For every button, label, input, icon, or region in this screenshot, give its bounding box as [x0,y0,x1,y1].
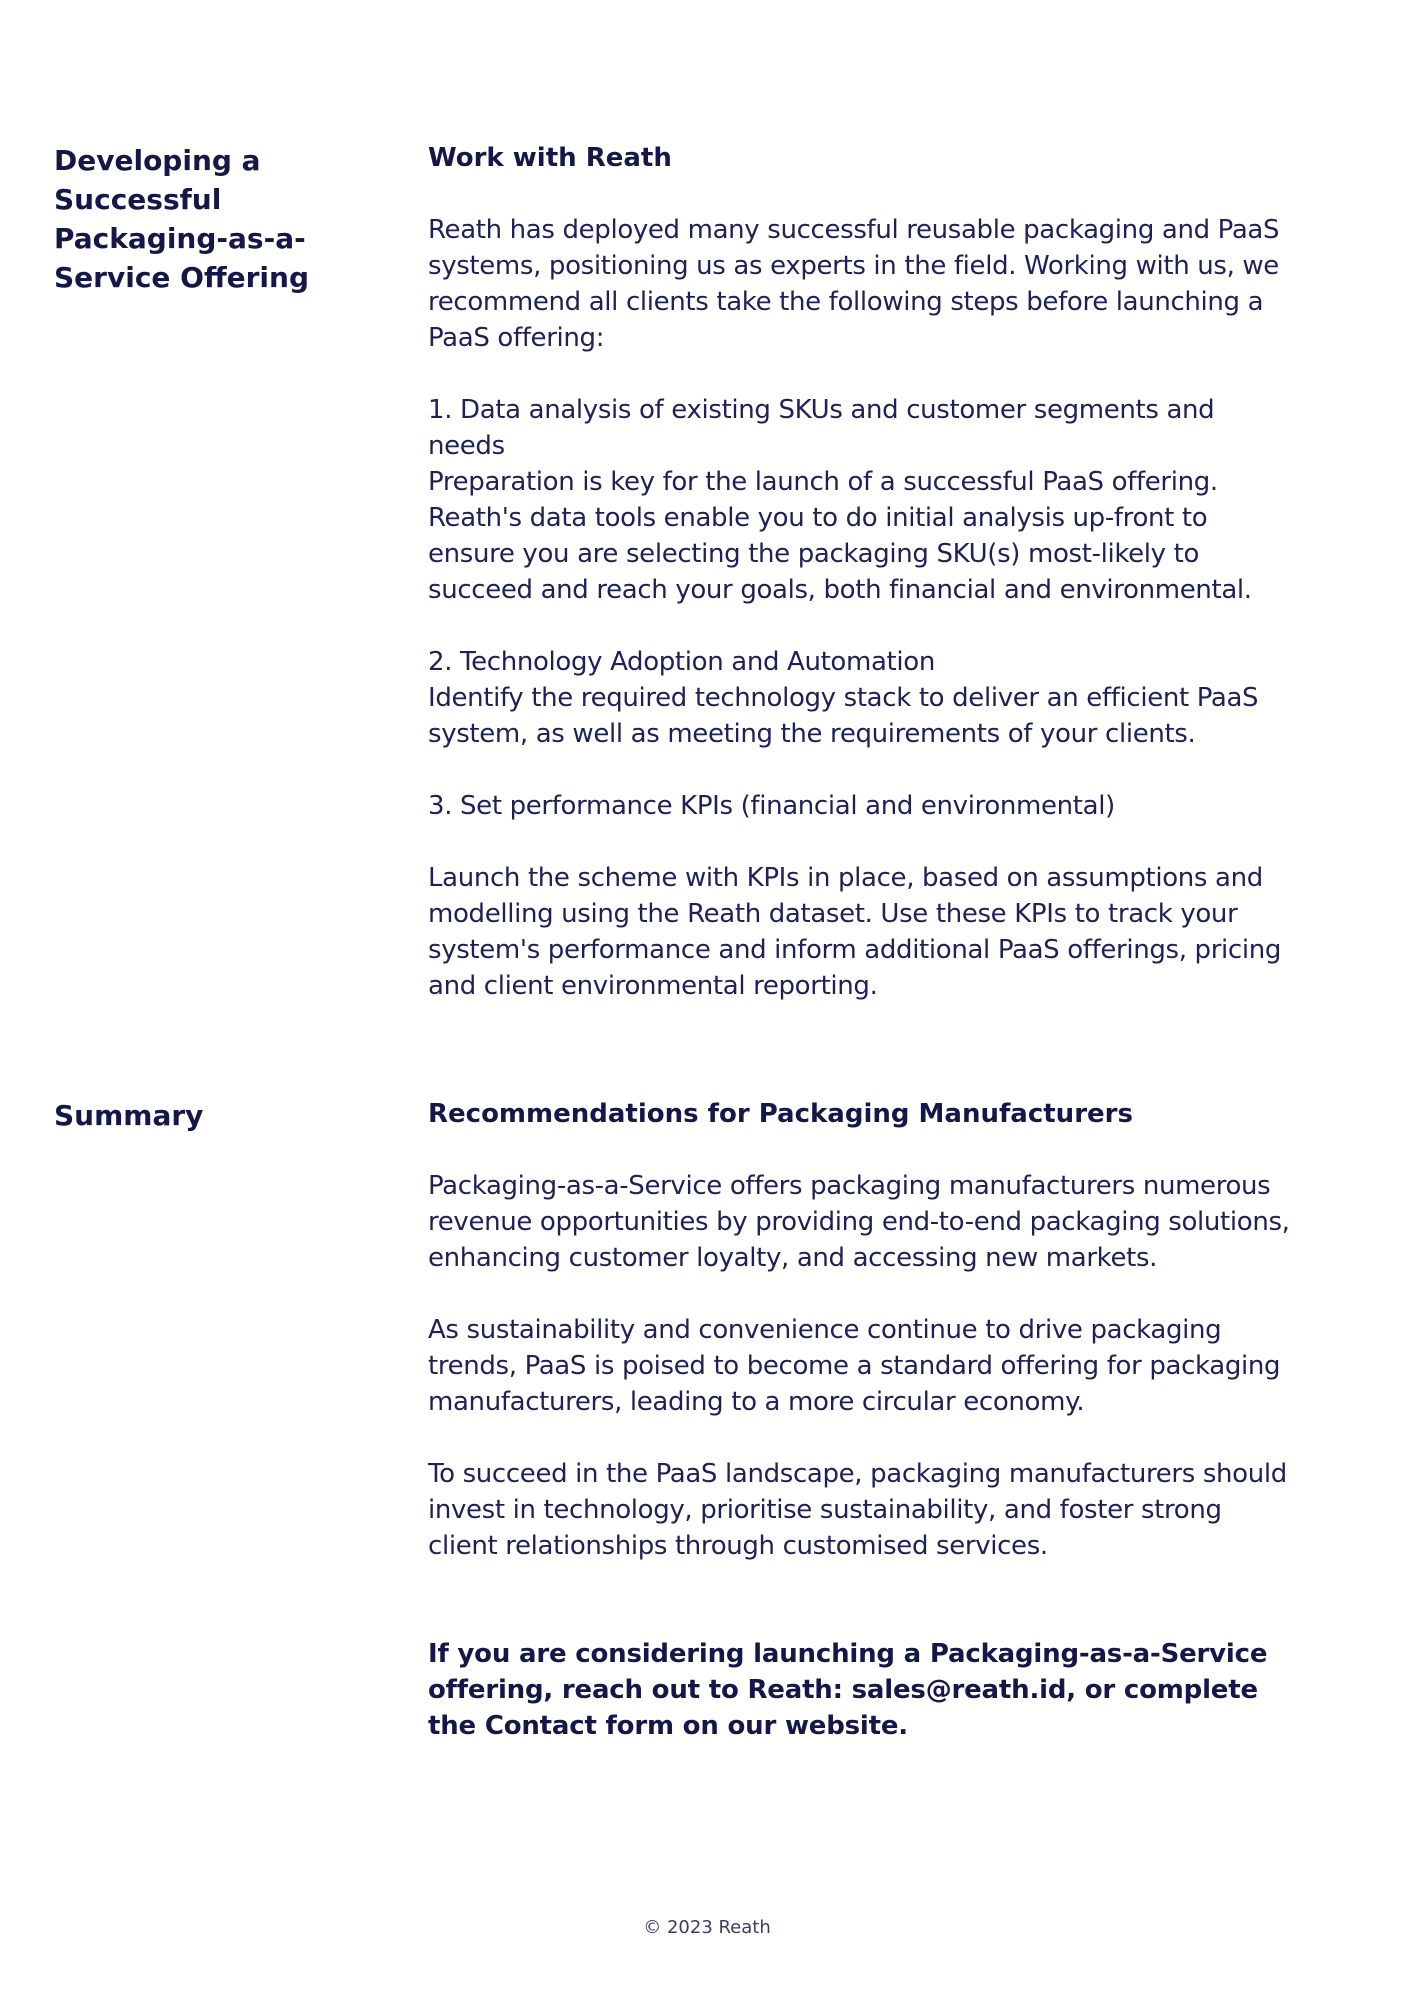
section-body [428,1096,1298,1780]
footer-copyright: © 2023 Reath [643,1917,771,1938]
summary-paragraph: To succeed in the PaaS landscape, packaging manufacturers should invest in technology, prioritise sustainability, and foster strong client relationships through customised services. [428,1459,1287,1561]
step-2-block [428,644,1298,752]
step-1-block [428,392,1298,608]
step-1-title: 1. Data analysis of existing SKUs and customer segments and needs [428,395,1215,461]
summary-paragraph: As sustainability and convenience continue to drive packaging trends, PaaS is poised to become a standard offering for packaging manufacturers, leading to a more circular economy. [428,1315,1281,1417]
section-heading: Work with Reath [428,143,672,173]
section-heading: Recommendations for Packaging Manufacturers [428,1099,1133,1129]
section-body [428,140,1298,1040]
summary-paragraph: Packaging-as-a-Service offers packaging manufacturers numerous revenue opportunities by providing end-to-end packaging solutions, enhancing customer loyalty, and accessing new markets. [428,1171,1290,1273]
step-2-description: Identify the required technology stack to deliver an efficient PaaS system, as well as meeting the requirements of your clients. [428,683,1259,749]
step-3-title: 3. Set performance KPIs (financial and environmental) [428,791,1115,821]
section-title: Summary [54,1099,204,1132]
step-1-description: Preparation is key for the launch of a successful PaaS offering. Reath's data tools enable you to do initial analysis up-front to ensure you are selecting the packaging SKU(s) most-likely to succeed and reach your goals, both financial and environmental. [428,467,1252,605]
contact-call-to-action: If you are considering launching a Packaging-as-a-Service offering, reach out to Reath: sales@reath.id, or complete the Contact form on our website. [428,1639,1268,1741]
intro-paragraph: Reath has deployed many successful reusable packaging and PaaS systems, positioning us as experts in the field. Working with us, we recommend all clients take the following steps before launching a PaaS offering: [428,215,1280,353]
section-title: Developing a Successful Packaging-as-a-Service Offering [54,144,310,294]
step-2-title: 2. Technology Adoption and Automation [428,647,935,677]
step-3-description: Launch the scheme with KPIs in place, based on assumptions and modelling using the Reath dataset. Use these KPIs to track your system's performance and inform additional PaaS offerings, pricing and client environmental reporting. [428,863,1282,1001]
